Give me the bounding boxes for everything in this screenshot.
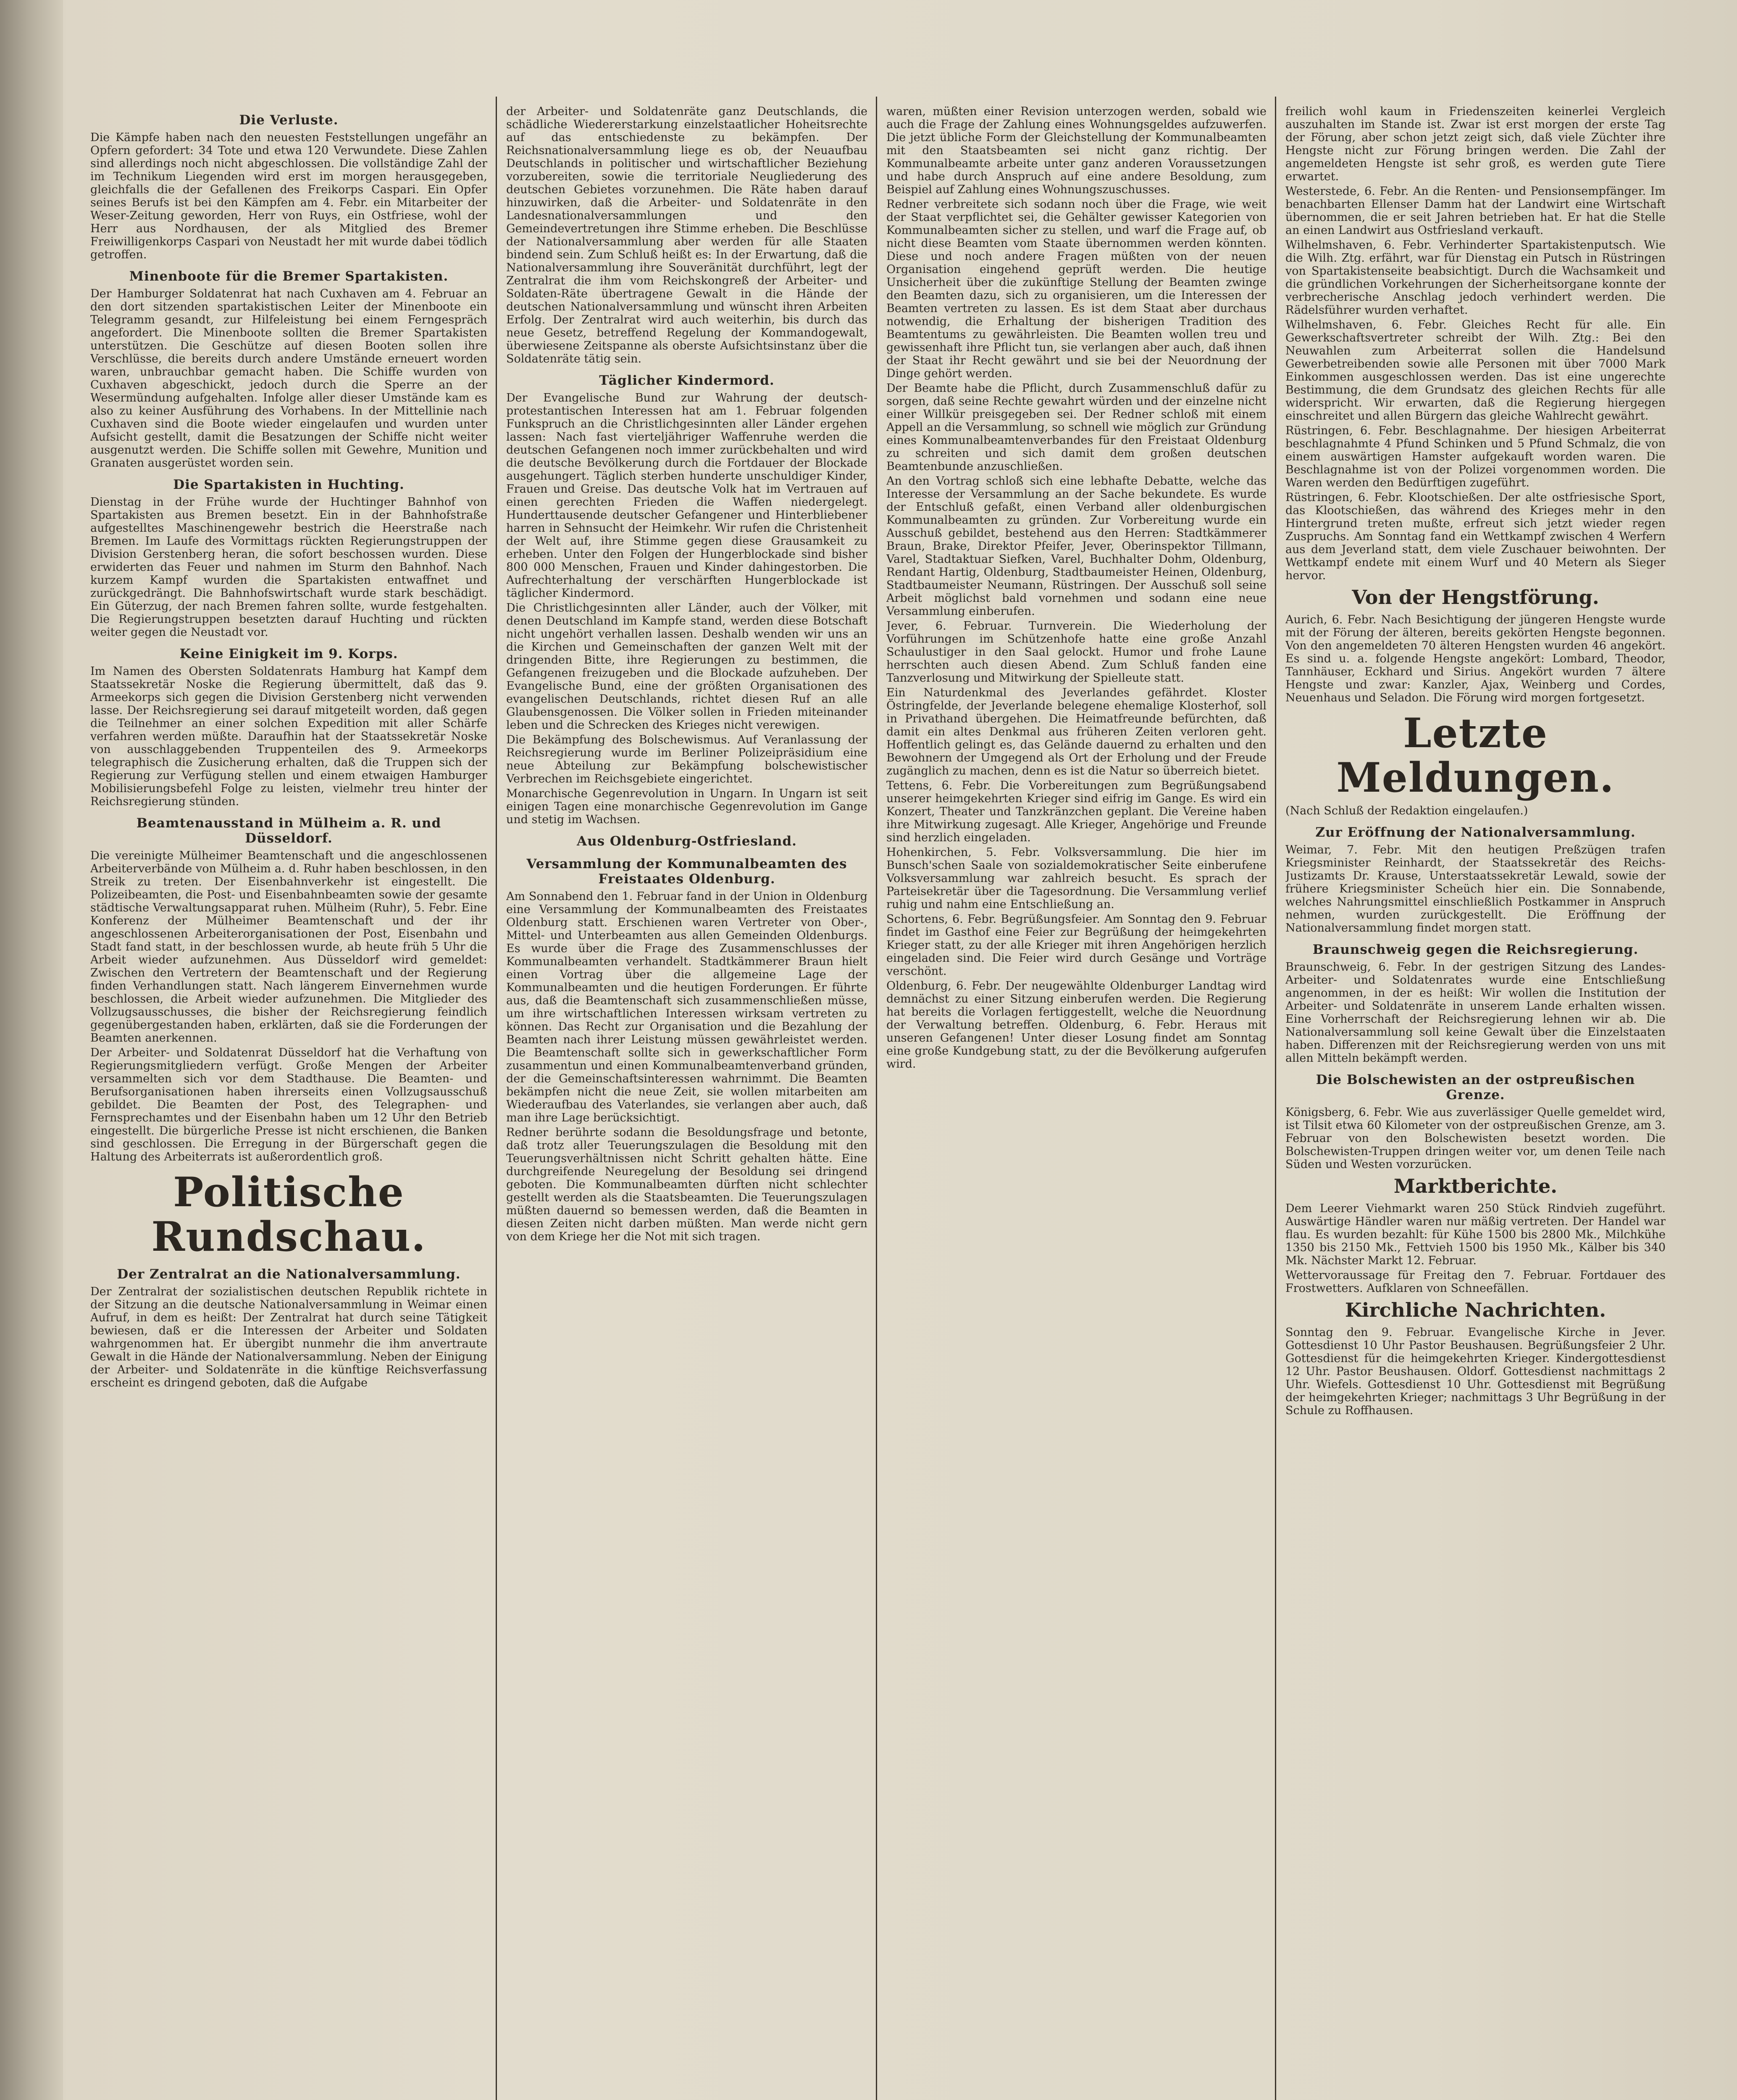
article-paragraph: Die Christlichgesinnten aller Länder, auch der Völker, mit denen Deutschland im Kampfe stand, werden diese Botschaft nicht ungehört verhallen lassen. Deshalb wenden wir uns an die Kirchen und Gemeinschaften der ganzen Welt mit der dringenden Bitte, ihre Regierungen zu bestimmen, die Gefangenen freizugeben und die Blockade aufzuheben. Der Evangelische Bund, eine der größten Organisationen des evangelischen Deutschlands, richtet diesen Ruf an alle Glaubensgenossen. Die Völker sollen in Frieden miteinander leben und die Schrecken des Krieges nicht verewigen. (506, 601, 867, 732)
article-paragraph: Tettens, 6. Febr. Die Vorbereitungen zum Begrüßungsabend unserer heimgekehrten Krieger sind eifrig im Gange. Es wird ein Konzert, Theater und Tanzkränzchen geplant. Die Vereine haben ihre Mitwirkung zugesagt. Alle Krieger, Angehörige und Freunde sind herzlich eingeladen. (886, 779, 1267, 844)
section-heading: Zur Eröffnung der Nationalversammlung. (1315, 825, 1636, 840)
article-paragraph: Monarchische Gegenrevolution in Ungarn. In Ungarn ist seit einigen Tagen eine monarchische Gegenrevolution im Gange und stetig im Wachsen. (506, 787, 867, 826)
column-rule-3 (1275, 97, 1276, 2100)
article-paragraph: Der Beamte habe die Pflicht, durch Zusammenschluß dafür zu sorgen, daß seine Rechte gewahrt würden und der einzelne nicht einer Willkür preisgegeben sei. Der Redner schloß mit einem Appell an die Versammlung, so schnell wie möglich zur Gründung eines Kommunalbeamtenverbandes für den Freistaat Oldenburg zu schreiten und sich damit dem großen deutschen Beamtenbunde anzuschließen. (886, 382, 1267, 473)
article-paragraph: Sonntag den 9. Februar. Evangelische Kirche in Jever. Gottesdienst 10 Uhr Pastor Beushausen. Begrüßungsfeier 2 Uhr. Gottesdienst für die heimgekehrten Krieger. Kindergottesdienst 12 Uhr. Pastor Beushausen. Oldorf. Gottesdienst nachmittags 2 Uhr. Wiefels. Gottesdienst 10 Uhr. Gottesdienst mit Begrüßung der heimgekehrten Krieger; nachmittags 3 Uhr Begrüßung in der Schule zu Roffhausen. (1285, 1326, 1666, 1417)
article-paragraph: Die Kämpfe haben nach den neuesten Feststellungen ungefähr an Opfern gefordert: 34 Tote und etwa 120 Verwundete. Diese Zahlen sind allerdings noch nicht abgeschlossen. Die vollständige Zahl der im Technikum Liegenden wird erst im morgen herausgegeben, gleichfalls die der Gefallenen des Freikorps Caspari. Ein Opfer seines Berufs ist bei den Kämpfen am 4. Febr. ein Mitarbeiter der Weser-Zeitung geworden, Herr von Ruys, ein Ostfriese, wohl der Herr aus Nordhausen, der als Mitglied des Bremer Freiwilligenkorps Caspari von Neustadt her mit wurde dabei tödlich getroffen. (90, 131, 487, 261)
article-paragraph: Rüstringen, 6. Febr. Beschlagnahme. Der hiesigen Arbeiterrat beschlagnahmte 4 Pfund Schinken und 5 Pfund Schmalz, die von einem auswärtigen Hamster aufgekauft worden waren. Die Beschlagnahme ist von der Polizei vorgenommen worden. Die Waren werden den Bedürftigen zugeführt. (1285, 424, 1666, 489)
subsection-heading: Kirchliche Nachrichten. (1345, 1299, 1606, 1321)
section-heading: Keine Einigkeit im 9. Korps. (179, 646, 398, 662)
section-heading: Minenboote für die Bremer Spartakisten. (129, 269, 449, 284)
article-paragraph: Rüstringen, 6. Febr. Klootschießen. Der alte ostfriesische Sport, das Klootschießen, das während des Krieges mehr in den Hintergrund treten mußte, erfreut sich jetzt wieder regen Zuspruchs. Am Sonntag fand ein Wettkampf zwischen 4 Werfern aus dem Jeverland statt, dem viele Zuschauer beiwohnten. Der Wettkampf endete mit einem Wurf und 40 Metern als Sieger hervor. (1285, 491, 1666, 582)
text-column-3 (886, 105, 1267, 2100)
section-heading: Die Bolschewisten an der ostpreußischen Grenze. (1316, 1072, 1635, 1102)
text-column-1 (90, 105, 487, 2100)
article-paragraph: Oldenburg, 6. Febr. Der neugewählte Oldenburger Landtag wird demnächst zu einer Sitzung einberufen werden. Die Regierung hat bereits die Vorlagen fertiggestellt, welche die Neuordnung der Verwaltung betreffen. Oldenburg, 6. Febr. Heraus mit unseren Gefangenen! Unter dieser Losung findet am Sonntag eine große Kundgebung statt, zu der die Bevölkerung aufgerufen wird. (886, 979, 1267, 1071)
subsection-heading: Von der Hengstförung. (1352, 586, 1599, 609)
section-heading: Versammlung der Kommunalbeamten des Freistaates Oldenburg. (526, 856, 847, 887)
article-paragraph: Wilhelmshaven, 6. Febr. Gleiches Recht für alle. Ein Gewerkschaftsvertreter schreibt der Wilh. Ztg.: Bei den Neuwahlen zum Arbeiterrat sollen die Handelsund Gewerbetreibenden sowie alle Personen mit über 7000 Mark Einkommen ausgeschlossen werden. Das ist eine ungerechte Bestimmung, die dem Grundsatz des gleichen Rechts für alle widerspricht. Wir erwarten, daß die Regierung hiergegen einschreitet und allen Bürgern das gleiche Wahlrecht gewährt. (1285, 318, 1666, 423)
article-paragraph: Am Sonnabend den 1. Februar fand in der Union in Oldenburg eine Versammlung der Kommunalbeamten des Freistaates Oldenburg statt. Erschienen waren Vertreter von Ober-, Mittel- und Unterbeamten aus allen Gemeinden Oldenburgs. Es wurde über die Frage des Zusammenschlusses der Kommunalbeamten verhandelt. Stadtkämmerer Braun hielt einen Vortrag über die allgemeine Lage der Kommunalbeamten und die heutigen Forderungen. Er führte aus, daß die Beamtenschaft sich zusammenschließen müsse, um ihre wirtschaftlichen Interessen wirksam vertreten zu können. Das Recht zur Organisation und die Bezahlung der Beamten nach ihrer Leistung müssen gewährleistet werden. Die Beamtenschaft sollte sich in gewerkschaftlicher Form zusammentun und einen Kommunalbeamtenverband gründen, der die Gemeinschaftsinteressen wahrnimmt. Die Beamten bekämpfen nicht die neue Zeit, sie wollen mitarbeiten am Wiederaufbau des Vaterlandes, sie verlangen aber auch, daß man ihre Lage berücksichtigt. (506, 890, 867, 1124)
article-paragraph: Im Namen des Obersten Soldatenrats Hamburg hat Kampf dem Staatssekretär Noske die Regierung übermittelt, daß das 9. Armeekorps sich gegen die Division Gerstenberg nicht verwenden lasse. Der Reichsregierung sei darauf mitgeteilt worden, daß gegen die Teilnehmer an einer solchen Expedition mit aller Schärfe verfahren werden müßte. Daraufhin hat der Staatssekretär Noske von ausschlaggebenden Truppenteilen des 9. Armeekorps telegraphisch die Zusicherung erhalten, daß die Truppen sich der Regierung zur Verfügung stellen und einem etwaigen Hamburger Mobilisierungsbefehl Folge zu leisten, vielmehr treu hinter der Reichsregierung stünden. (90, 665, 487, 808)
text-column-2 (506, 105, 867, 2100)
article-paragraph: Schortens, 6. Febr. Begrüßungsfeier. Am Sonntag den 9. Februar findet im Gasthof eine Feier zur Begrüßung der heimgekehrten Krieger statt, zu der alle Krieger mit ihren Angehörigen herzlich eingeladen sind. Die Feier wird durch Gesänge und Vorträge verschönt. (886, 913, 1267, 978)
article-paragraph: Redner berührte sodann die Besoldungsfrage und betonte, daß trotz aller Teuerungszulagen die Besoldung mit den Teuerungsverhältnissen nicht Schritt gehalten hätte. Eine durchgreifende Neuregelung der Besoldung sei dringend geboten. Die Kommunalbeamten dürften nicht schlechter gestellt werden als die Staatsbeamten. Die Teuerungszulagen müßten dauernd so bemessen werden, daß die Beamten in diesen Zeiten nicht darben müßten. Man werde nicht gern von dem Kriege her die Not mit sich tragen. (506, 1126, 867, 1243)
article-paragraph: (Nach Schluß der Redaktion eingelaufen.) (1285, 804, 1528, 817)
text-column-4 (1285, 105, 1666, 2100)
article-paragraph: Ein Naturdenkmal des Jeverlandes gefährdet. Kloster Östringfelde, der Jeverlande belegene ehemalige Klosterhof, soll in Privathand übergehen. Die Heimatfreunde befürchten, daß damit ein altes Denkmal aus früheren Zeiten verloren geht. Hoffentlich gelingt es, das Gelände dauernd zu erhalten und den Bewohnern der Umgegend als Ort der Erholung und der Freude zugänglich zu machen, denn es ist die Natur so überreich bietet. (886, 686, 1267, 777)
major-heading: Letzte Meldungen. (1336, 709, 1615, 801)
page-binding-edge (0, 0, 63, 2100)
article-paragraph: Königsberg, 6. Febr. Wie aus zuverlässiger Quelle gemeldet wird, ist Tilsit etwa 60 Kilometer von der ostpreußischen Grenze, am 3. Februar von den Bolschewisten besetzt worden. Die Bolschewisten-Truppen dringen weiter vor, um denen Teile nach Süden und Westen vorzurücken. (1285, 1106, 1666, 1171)
article-paragraph: Westerstede, 6. Febr. An die Renten- und Pensionsempfänger. Im benachbarten Ellenser Damm hat der Landwirt eine Wirtschaft übernommen, die er seit Jahren betrieben hat. Er hat die Stelle an einen Landwirt aus Ostfriesland verkauft. (1285, 185, 1666, 237)
article-paragraph: Der Evangelische Bund zur Wahrung der deutsch-protestantischen Interessen hat am 1. Februar folgenden Funkspruch an die Christlichgesinnten aller Länder ergehen lassen: Nach fast vierteljähriger Waffenruhe werden die deutschen Gefangenen noch immer zurückbehalten und wird die deutsche Bevölkerung durch die Fortdauer der Blockade ausgehungert. Täglich sterben hunderte unschuldiger Kinder, Frauen und Greise. Das deutsche Volk hat im Vertrauen auf einen gerechten Frieden die Waffen niedergelegt. Hunderttausende deutscher Gefangener und Hinterbliebener harren in Sehnsucht der Heimkehr. Wir rufen die Christenheit der Welt auf, ihre Stimme gegen diese Grausamkeit zu erheben. Unter den Folgen der Hungerblockade sind bisher 800 000 Menschen, Frauen und Kinder dahingestorben. Die Aufrechterhaltung der verschärften Hungerblockade ist täglicher Kindermord. (506, 391, 867, 600)
article-paragraph: Die Bekämpfung des Bolschewismus. Auf Veranlassung der Reichsregierung wurde im Berliner Polizeipräsidium eine neue Abteilung zur Bekämpfung bolschewistischer Verbrechen im Reichsgebiete eingerichtet. (506, 733, 867, 785)
major-heading: Politische Rundschau. (151, 1168, 426, 1260)
article-paragraph: Jever, 6. Februar. Turnverein. Die Wiederholung der Vorführungen im Schützenhofe hatte eine große Anzahl Schaulustiger in den Saal gelockt. Humor und frohe Laune herrschten auch diesen Abend. Zum Schluß fanden eine Tanzverlosung und Mitwirkung der Spielleute statt. (886, 620, 1267, 685)
section-heading: Beamtenausstand in Mülheim a. R. und Düsseldorf. (136, 816, 441, 846)
section-heading: Die Verluste. (239, 113, 339, 128)
article-paragraph: Hohenkirchen, 5. Febr. Volksversammlung. Die hier im Bunsch'schen Saale von sozialdemokratischer Seite einberufene Volksversammlung war zahlreich besucht. Es sprach der Parteisekretär über die Tagesordnung. Die Versammlung verlief ruhig und nahm eine Entschließung an. (886, 846, 1267, 911)
article-paragraph: Der Hamburger Soldatenrat hat nach Cuxhaven am 4. Februar an den dort sitzenden spartakistischen Leiter der Minenboote ein Telegramm gesandt, zur Hilfeleistung bei einem Ferngespräch angefordert. Die Minenboote sollten die Bremer Spartakisten unterstützen. Die Geschütze auf diesen Booten sollen ihre Verschlüsse, die bereits durch andere Umstände erneuert worden waren, unbrauchbar gemacht haben. Die Schiffe wurden von Cuxhaven abgeschickt, jedoch durch die Sperre an der Wesermündung aufgehalten. Infolge aller dieser Umstände kam es also zu keiner Ausführung des Vorhabens. In der Mittellinie nach Cuxhaven sind die Boote wieder eingelaufen und wurden unter Aufsicht gestellt, damit die Besatzungen der Schiffe nicht weiter ausgenutzt werden. Die Schiffe sollen mit Gewehre, Munition und Granaten ausgerüstet worden sein. (90, 287, 487, 470)
article-paragraph: der Arbeiter- und Soldatenräte ganz Deutschlands, die schädliche Wiedererstarkung einzelstaatlicher Hoheitsrechte auf das entschiedenste zu bekämpfen. Der Reichsnationalversammlung liege es ob, der Neuaufbau Deutschlands in politischer und wirtschaftlicher Beziehung vorzubereiten, sowie die territoriale Neugliederung des deutschen Gebietes vorzunehmen. Die Räte haben darauf hinzuwirken, daß die Arbeiter- und Soldatenräte in den Landesnationalversammlungen und den Gemeindevertretungen ihre Stimme erheben. Die Beschlüsse der Nationalversammlung aber werden für alle Staaten bindend sein. Zum Schluß heißt es: In der Erwartung, daß die Nationalversammlung ihre Souveränität durchführt, legt der Zentralrat die ihm vom Reichskongreß der Arbeiter- und Soldaten-Räte übertragene Gewalt in die Hände der deutschen Nationalversammlung und wünscht ihren Arbeiten Erfolg. Der Zentralrat wird auch weiterhin, bis durch das neue Gesetz, betreffend Regelung der Kommandogewalt, überwiesene Zeitspanne als oberste Aufsichtsinstanz über die Soldatenräte tätig sein. (506, 105, 867, 365)
article-paragraph: Wilhelmshaven, 6. Febr. Verhinderter Spartakistenputsch. Wie die Wilh. Ztg. erfährt, war für Dienstag ein Putsch in Rüstringen von Spartakistenseite beabsichtigt. Durch die Wachsamkeit und die gründlichen Vorkehrungen der Sicherheitsorgane konnte der verbrecherische Anschlag jedoch verhindert werden. Die Rädelsführer wurden verhaftet. (1285, 239, 1666, 317)
column-rule-2 (876, 97, 877, 2100)
article-paragraph: Weimar, 7. Febr. Mit den heutigen Preßzügen trafen Kriegsminister Reinhardt, der Staatssekretär des Reichs-Justizamts Dr. Krause, Unterstaatssekretär Lewald, sowie der frühere Kriegsminister Scheüch hier ein. Die Sonnabende, welches Nahrungsmittel einschließlich Postkammer in Anspruch nehmen, wurden zurückgestellt. Die Eröffnung der Nationalversammlung findet morgen statt. (1285, 843, 1666, 934)
section-heading: Der Zentralrat an die Nationalversammlung. (117, 1267, 461, 1282)
section-heading: Braunschweig gegen die Reichsregierung. (1312, 942, 1639, 957)
article-paragraph: Dem Leerer Viehmarkt waren 250 Stück Rindvieh zugeführt. Auswärtige Händler waren nur mäßig vertreten. Der Handel war flau. Es wurden bezahlt: für Kühe 1500 bis 2800 Mk., Milchkühe 1350 bis 2150 Mk., Fettvieh 1500 bis 1950 Mk., Kälber bis 340 Mk. Nächster Markt 12. Februar. (1285, 1202, 1666, 1267)
section-heading: Die Spartakisten in Huchting. (173, 477, 405, 492)
article-paragraph: Dienstag in der Frühe wurde der Huchtinger Bahnhof von Spartakisten aus Bremen besetzt. Ein in der Bahnhofstraße aufgestelltes Maschinengewehr bestrich die Heerstraße nach Bremen. Im Laufe des Vormittags rückten Regierungstruppen der Division Gerstenberg heran, die sofort beschossen wurden. Diese erwiderten das Feuer und nahmen im Sturm den Bahnhof. Nach kurzem Kampf wurden die Spartakisten entwaffnet und zurückgedrängt. Die Bahnhofswirtschaft wurde stark beschädigt. Ein Güterzug, der nach Bremen fahren sollte, wurde festgehalten. Die Regierungstruppen besetzten darauf Huchting und rückten weiter gegen die Neustadt vor. (90, 496, 487, 639)
article-paragraph: freilich wohl kaum in Friedenszeiten keinerlei Vergleich auszuhalten im Stande ist. Zwar ist erst morgen der erste Tag der Förung, aber schon jetzt zeigt sich, daß viele Züchter ihre Hengste nicht zur Förung bringen werden. Die Zahl der angemeldeten Hengste ist sehr groß, es werden gute Tiere erwartet. (1285, 105, 1666, 183)
article-paragraph: Wettervoraussage für Freitag den 7. Februar. Fortdauer des Frostwetters. Aufklaren von Schneefällen. (1285, 1269, 1666, 1295)
regional-heading: Aus Oldenburg-Ostfriesland. (577, 834, 797, 849)
article-paragraph: Aurich, 6. Febr. Nach Besichtigung der jüngeren Hengste wurde mit der Förung der älteren, bereits gekörten Hengste begonnen. Von den angemeldeten 70 älteren Hengsten wurden 46 angekört. Es sind u. a. folgende Hengste angekört: Lombard, Theodor, Tannhäuser, Eckhard und Sirius. Angekört wurden 7 ältere Hengste und zwar: Kanzler, Ajax, Weinberg und Cordes, Neuenhaus und Seladon. Die Förung wird morgen fortgesetzt. (1285, 613, 1666, 704)
article-paragraph: Die vereinigte Mülheimer Beamtenschaft und die angeschlossenen Arbeiterverbände von Mülheim a. d. Ruhr haben beschlossen, in den Streik zu treten. Der Eisenbahnverkehr ist eingestellt. Die Polizeibeamten, die Post- und Eisenbahnbeamten sowie der gesamte städtische Verwaltungsapparat ruhen. Mülheim (Ruhr), 5. Febr. Eine Konferenz der Mülheimer Beamtenschaft und der ihr angeschlossenen Arbeiterorganisationen der Post, Eisenbahn und Stadt fand statt, in der beschlossen wurde, ab heute früh 5 Uhr die Arbeit wieder aufzunehmen. Aus Düsseldorf wird gemeldet: Zwischen den Vertretern der Beamtenschaft und der Regierung finden Verhandlungen statt. Nach längerem Einvernehmen wurde beschlossen, die Arbeit wieder aufzunehmen. Die Mitglieder des Vollzugsausschusses, die bisher der Reichsregierung feindlich gegenübergestanden haben, erklärten, daß sie die Forderungen der Beamten anerkennen. (90, 849, 487, 1045)
article-paragraph: An den Vortrag schloß sich eine lebhafte Debatte, welche das Interesse der Versammlung an der Sache bekundete. Es wurde der Entschluß gefaßt, einen Verband aller oldenburgischen Kommunalbeamten zu gründen. Zur Vorbereitung wurde ein Ausschuß gebildet, bestehend aus den Herren: Stadtkämmerer Braun, Brake, Direktor Pfeifer, Jever, Oberinspektor Tillmann, Varel, Stadtaktuar Siefken, Varel, Buchhalter Dohm, Oldenburg, Rendant Hartig, Oldenburg, Stadtbaumeister Heinen, Oldenburg, Stadtbaumeister Neumann, Rüstringen. Der Ausschuß soll seine Arbeit möglichst bald vornehmen und sodann eine neue Versammlung einberufen. (886, 475, 1267, 618)
article-paragraph: Der Zentralrat der sozialistischen deutschen Republik richtete in der Sitzung an die deutsche Nationalversammlung in Weimar einen Aufruf, in dem es heißt: Der Zentralrat hat durch seine Tätigkeit bewiesen, daß er die Interessen der Arbeiter und Soldaten wahrgenommen hat. Er übergibt nunmehr die ihm anvertraute Gewalt in die Hände der Nationalversammlung. Neben der Einigung der Arbeiter- und Soldatenräte in die künftige Reichsverfassung erscheint es dringend geboten, daß die Aufgabe (90, 1285, 487, 1389)
section-heading: Täglicher Kindermord. (599, 373, 775, 388)
article-paragraph: waren, müßten einer Revision unterzogen werden, sobald wie auch die Frage der Zahlung eines Wohnungsgeldes aufzuwerfen. Die jetzt übliche Form der Gleichstellung der Kommunalbeamten mit den Staatsbeamten sei nicht ganz richtig. Der Kommunalbeamte arbeite unter ganz anderen Voraussetzungen und habe durch Anspruch auf eine andere Besoldung, zum Beispiel auf Zahlung eines Wohnungszuschusses. (886, 105, 1267, 196)
article-paragraph: Braunschweig, 6. Febr. In der gestrigen Sitzung des Landes-Arbeiter- und Soldatenrates wurde eine Entschließung angenommen, in der es heißt: Wir wollen die Institution der Arbeiter- und Soldatenräte in unserem Lande erhalten wissen. Eine Vorherrschaft der Reichsregierung lehnen wir ab. Die Nationalversammlung soll keine Gewalt über die Einzelstaaten haben. Differenzen mit der Reichsregierung werden von uns mit allen Mitteln bekämpft werden. (1285, 961, 1666, 1065)
article-paragraph: Redner verbreitete sich sodann noch über die Frage, wie weit der Staat verpflichtet sei, die Gehälter gewisser Kategorien von Kommunalbeamten sicher zu stellen, und warf die Frage auf, ob nicht diese Beamten vom Staate übernommen werden könnten. Diese und noch andere Fragen müßten von der neuen Organisation eingehend geprüft werden. Die heutige Unsicherheit über die zukünftige Stellung der Beamten zwinge den Beamten dazu, sich zu organisieren, um die Interessen der Beamten vertreten zu lassen. Es ist dem Staat aber durchaus notwendig, die Erhaltung der bisherigen Tradition des Beamtentums zu gewährleisten. Die Beamten wollen treu und gewissenhaft ihre Pflicht tun, sie verlangen aber auch, daß ihnen der Staat ihr Recht gewährt und sie bei der Neuordnung der Dinge gehört werden. (886, 198, 1267, 380)
article-paragraph: Der Arbeiter- und Soldatenrat Düsseldorf hat die Verhaftung von Regierungsmitgliedern verfügt. Große Mengen der Arbeiter versammelten sich vor dem Stadthause. Die Beamten- und Berufsorganisationen haben ihrerseits einen Vollzugsausschuß gebildet. Die Beamten der Post, des Telegraphen- und Fernsprechamtes und der Eisenbahn haben um 12 Uhr den Betrieb eingestellt. Die bürgerliche Presse ist nicht erschienen, die Banken sind geschlossen. Die Erregung in der Bürgerschaft gegen die Haltung des Arbeiterrats ist außerordentlich groß. (90, 1046, 487, 1163)
column-rule-1 (496, 97, 497, 2100)
subsection-heading: Marktberichte. (1393, 1175, 1558, 1197)
